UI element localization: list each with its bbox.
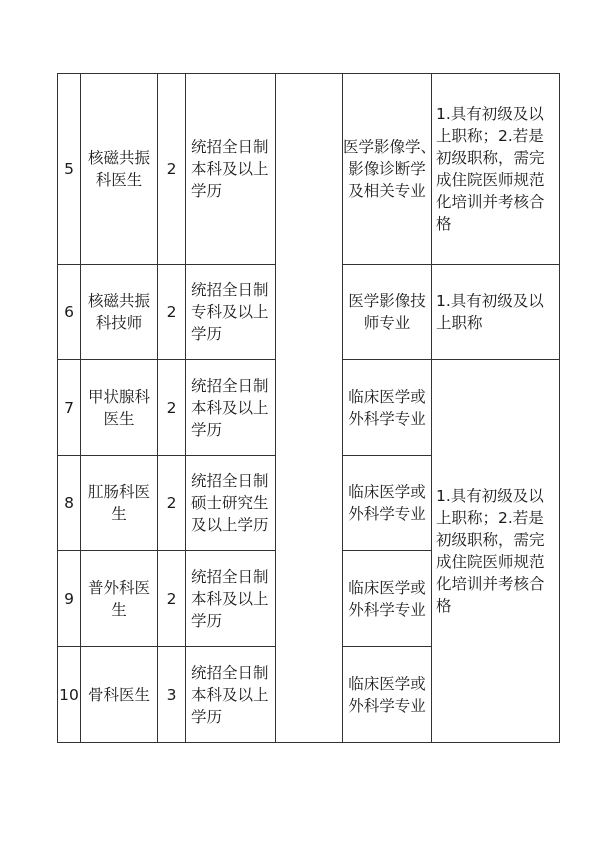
education-requirement: 统招全日制 本科及以上 学历 [186,551,276,647]
table-row [58,74,560,265]
headcount: 2 [158,456,186,551]
other-requirements: 1.具有初级及以 上职称 [432,265,560,360]
education-requirement: 统招全日制 本科及以上 学历 [186,74,276,265]
headcount: 2 [158,551,186,647]
headcount: 3 [158,647,186,743]
major-requirement: 医学影像技 师专业 [343,265,432,360]
row-number: 9 [58,551,81,647]
headcount: 2 [158,74,186,265]
row-number: 10 [58,647,81,743]
major-requirement: 临床医学或 外科学专业 [343,360,432,456]
major-requirement: 临床医学或 外科学专业 [343,456,432,551]
position-name: 甲状腺科 医生 [81,360,158,456]
row-number: 5 [58,74,81,265]
other-requirements: 1.具有初级及以 上职称；2.若是 初级职称，需完 成住院医师规范 化培训并考核合 格 [432,74,560,265]
other-requirements: 1.具有初级及以 上职称；2.若是 初级职称，需完 成住院医师规范 化培训并考核合 格 [432,360,560,743]
education-requirement: 统招全日制 本科及以上 学历 [186,360,276,456]
recruitment-table [57,73,560,743]
position-name: 骨科医生 [81,647,158,743]
row-number: 7 [58,360,81,456]
headcount: 2 [158,265,186,360]
row-number: 8 [58,456,81,551]
position-name: 核磁共振 科医生 [81,74,158,265]
position-name: 肛肠科医 生 [81,456,158,551]
blank-column [276,74,343,743]
major-requirement: 医学影像学、 影像诊断学 及相关专业 [343,74,432,265]
education-requirement: 统招全日制 本科及以上 学历 [186,647,276,743]
headcount: 2 [158,360,186,456]
education-requirement: 统招全日制 硕士研究生 及以上学历 [186,456,276,551]
position-name: 核磁共振 科技师 [81,265,158,360]
position-name: 普外科医 生 [81,551,158,647]
major-requirement: 临床医学或 外科学专业 [343,551,432,647]
row-number: 6 [58,265,81,360]
education-requirement: 统招全日制 专科及以上 学历 [186,265,276,360]
major-requirement: 临床医学或 外科学专业 [343,647,432,743]
